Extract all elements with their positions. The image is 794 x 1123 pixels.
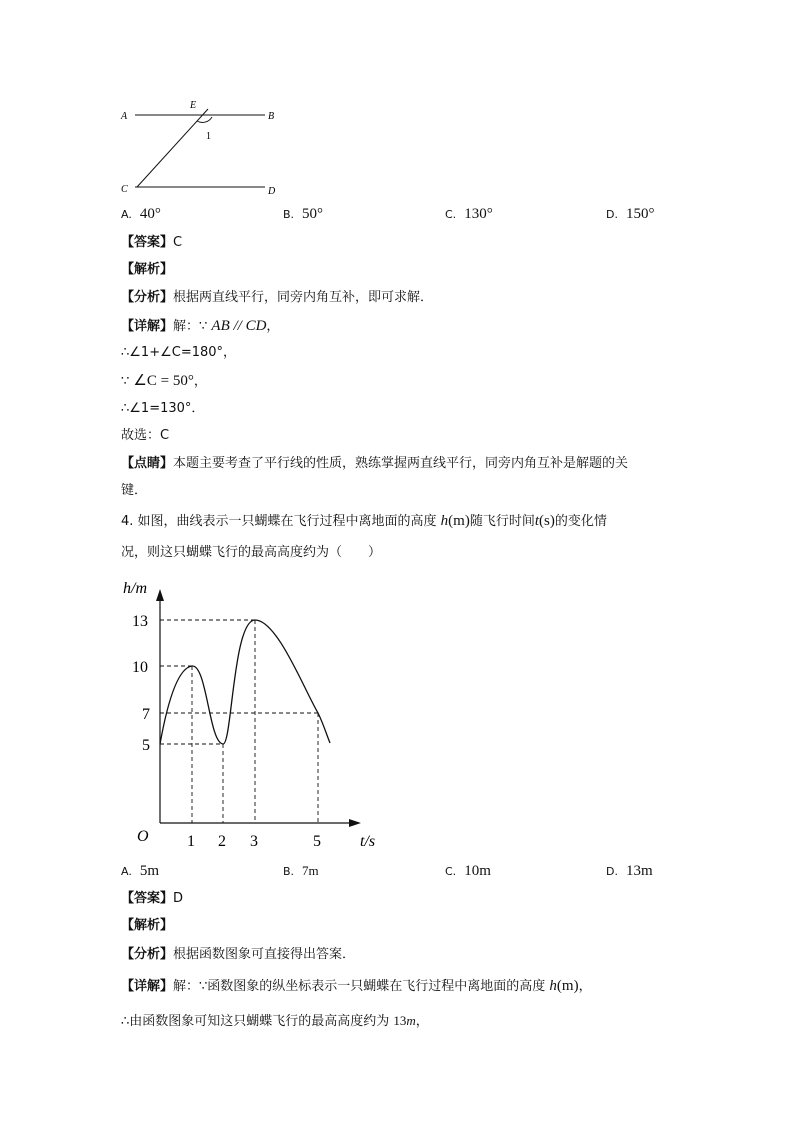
answer-value: D [173,891,184,906]
step1-text: ∴由函数图象可知这只蝴蝶飞行的最高高度约为 [121,1014,394,1029]
y-axis-label: h/m [123,580,147,597]
q4-detail [121,977,592,996]
q3-fenxi [121,289,433,307]
fenxi-text: 根据两直线平行，同旁内角互补，即可求解． [173,290,434,305]
review-tag: 【点睛】 [121,456,174,471]
q3-detail [121,317,279,336]
option-value: 150° [625,206,655,222]
angle-1-arc [197,117,212,122]
option-letter: D. [606,208,618,221]
stem-unit-s: (s) [539,513,555,529]
label-e: E [190,100,197,111]
q3-option-c[interactable] [445,206,493,223]
y-tick-5: 5 [142,737,150,754]
label-b: B [268,111,275,122]
detail-lead: 解：∵ [173,319,212,334]
fenxi-text: 根据函数图象可直接得出答案． [173,947,356,962]
step2-end: ， [193,374,207,389]
q3-option-d[interactable] [606,206,654,223]
analysis-tag: 【解析】 [121,262,174,277]
fenxi-tag: 【分析】 [121,947,174,962]
q3-step3: ∴∠1=130°． [121,401,205,416]
stem-text-a: 4. 如图，曲线表示一只蝴蝶在飞行过程中离地面的高度 [121,514,441,529]
label-c: C [121,184,128,195]
answer-tag: 【答案】 [121,891,174,906]
q4-analysis-tag [121,917,173,935]
analysis-tag: 【解析】 [121,918,174,933]
option-letter: A. [121,208,132,221]
fenxi-tag: 【分析】 [121,290,174,305]
q3-step2 [121,372,207,391]
parallel-lines-figure [115,95,295,200]
x-tick-1: 1 [187,833,195,850]
y-tick-10: 10 [132,659,148,676]
q4-option-d[interactable] [606,863,653,880]
stem-text-c: 的变化情 [554,514,607,529]
option-value: 50° [302,206,324,222]
label-d: D [268,186,276,197]
stem-text-b: 随飞行时间 [469,514,535,529]
q4-stem-line-1 [121,512,607,531]
step1-value: 13 [393,1013,407,1028]
option-value: 7m [302,863,319,878]
step1-unit: m [406,1013,416,1028]
option-value: 40° [139,206,161,222]
x-tick-2: 2 [218,833,226,850]
option-value: 5m [139,863,159,879]
q3-option-b[interactable] [283,206,323,223]
q4-fenxi [121,946,355,964]
stem-var-t: t [534,513,540,529]
q4-option-b[interactable] [283,863,319,879]
q3-review-cont: 键． [121,483,148,498]
x-axis-arrow [349,819,361,827]
x-tick-3: 3 [250,833,258,850]
option-letter: C. [445,208,457,221]
step2-lead: ∵ [121,374,134,389]
detail-end: ， [578,979,592,994]
y-tick-13: 13 [132,613,148,630]
answer-value: C [173,235,183,250]
q4-stem-line-2: 况，则这只蝴蝶飞行的最高高度约为（ ） [121,545,382,560]
step2-math: ∠C = 50° [133,373,194,389]
review-text-1: 本题主要考查了平行线的性质，熟练掌握两直线平行，同旁内角互补是解题的关 [173,456,629,471]
label-angle-1: 1 [206,131,211,142]
flight-curve [160,620,330,744]
q3-review [121,455,628,473]
detail-tag: 【详解】 [121,319,174,334]
origin-label: O [137,828,149,845]
y-axis-arrow [156,589,164,601]
q4-option-c[interactable] [445,863,491,880]
y-tick-7: 7 [142,706,150,723]
detail-text: 解：∵函数图象的纵坐标表示一只蝴蝶在飞行过程中离地面的高度 [173,979,550,994]
q3-option-a[interactable] [121,206,161,223]
detail-end: ， [266,319,280,334]
option-letter: B. [283,208,295,221]
q4-answer [121,890,183,908]
option-letter: A. [121,865,132,878]
step1-end: ， [415,1014,429,1029]
detail-var-h: h [549,978,557,994]
stem-unit-m: (m) [448,513,470,529]
detail-math: AB // CD [211,318,267,334]
height-time-graph [115,575,380,860]
q3-step1: ∴∠1+∠C=180°， [121,345,237,360]
detail-unit-m: (m) [556,978,579,994]
option-letter: D. [606,865,618,878]
label-a: A [121,111,128,122]
option-letter: B. [283,865,295,878]
answer-tag: 【答案】 [121,235,174,250]
q3-analysis-tag [121,261,173,279]
q4-step1 [121,1012,429,1031]
q3-answer [121,234,182,252]
option-value: 10m [464,863,491,879]
x-tick-5: 5 [313,833,321,850]
detail-tag: 【详解】 [121,979,174,994]
stem-var-h: h [440,513,449,529]
x-axis-label: t/s [360,833,376,850]
option-letter: C. [445,865,457,878]
option-value: 130° [464,206,493,222]
q3-select: 故选：C [121,428,170,443]
option-value: 13m [625,863,653,879]
q4-option-a[interactable] [121,863,159,880]
